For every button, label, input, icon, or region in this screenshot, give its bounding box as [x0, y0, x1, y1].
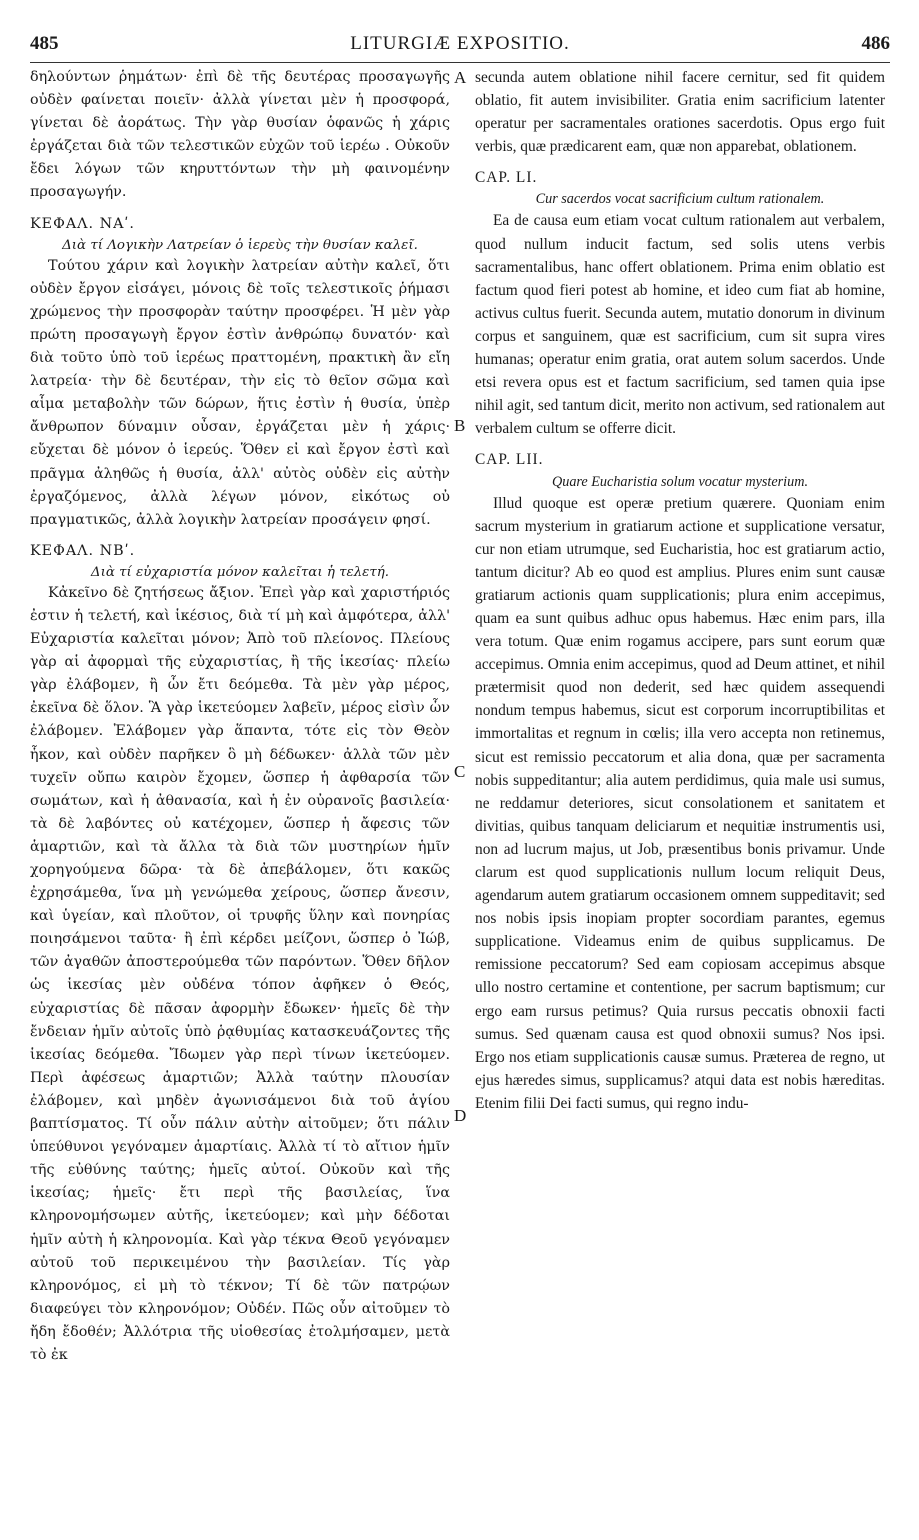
latin-column [475, 66, 885, 1115]
margin-letter-a: A [454, 68, 467, 87]
greek-paragraph-continued: δηλούντων ῥημάτων· ἐπὶ δὲ τῆς δευτέρας προσαγωγῆς οὐδὲν φαίνεται ποιεῖν· ἀλλὰ γίνεται μὲν ἡ προσφορά, γίνεται δὲ ἀοράτως. Τὴν γὰρ θυσίαν ὁφανῶς ἡ χάρις ἐργάζεται διὰ τῶν τελεστικῶν εὐχῶν τοῦ ἱερέω . Οὐκοῦν ἔδει λόγων τῶν κηρυττόντων τὴν μὴ φαινομένην προσαγωγήν. [30, 69, 450, 201]
latin-chapter-52-heading: CAP. LII. [475, 451, 544, 469]
running-title: LITURGIÆ EXPOSITIO. [350, 33, 570, 54]
latin-chapter-51-heading: CAP. LI. [475, 169, 538, 187]
running-header [30, 33, 890, 61]
latin-chapter-52-title: Quare Eucharistia solum vocatur mysterium. [551, 473, 808, 490]
latin-chapter-51-text: Ea de causa eum etiam vocat cultum rationalem aut verbalem, quod nullum inducit factum, sed solis utens verbis sacramentalibus, hanc offert oblationem. Prima enim oblatio est factum quod fieri potest ab homine, et ideo cum fiat ab homine, activus cultus fuerit. Secunda autem, mutatio donorum in divinum corpus et sanguinem, quæ est sacrificium, cum sit supra vires humanas; operatur enim gratia, orat autem solum sacerdos. Unde etsi revera opus est et factum sacrificium, sed tamen quia ipse nihil agit, sed tantum dicit, merito non activum, sed rationalem aut verbalem cultum se offerre dicit. [475, 212, 885, 438]
greek-chapter-52-title: Διὰ τί εὐχαριστία μόνον καλεῖται ἡ τελετή. [90, 564, 390, 580]
greek-chapter-51-heading: ΚΕΦΑΛ. ΝΑʹ. [30, 215, 135, 232]
greek-chapter-51-text: Τούτου χάριν καὶ λογικὴν λατρείαν αὐτὴν καλεῖ, ὅτι οὐδὲν ἔργον εἰσάγει, μόνοις δὲ τοῖς τελεστικοῖς ῥήμασι χρώμενος τὴν προσφορὰν ταύτην προσφέρει. Ἡ μὲν γὰρ πρώτη προσαγωγὴ ἔργον ἐστὶν ἀνθρώπῳ δυνατόν· καὶ διὰ τοῦτο ὑπὸ τοῦ ἱερέως πραττομένη, πρακτικὴ ἂν εἴη λατρεία· τὴν δὲ δευτέραν, τὴν εἰς τὸ θεῖον σῶμα καὶ αἷμα μεταβολὴν τῶν δώρων, ἥτις ἐστὶν ἡ θυσία, ὑπὲρ ἄνθρωπον δύναμιν οὖσαν, ἐργάζεται μὲν ἡ χάρις· εὔχεται δὲ μόνον ὁ ἱερεύς. Ὅθεν εἰ καὶ ἔργον ἐστὶ καὶ πρᾶγμα ἀληθῶς ἡ θυσία, ἀλλ' αὐτὸς οὐδὲν εἰς αὐτὴν ἐργαζόμενος, ἀλλὰ λέγων μόνον, εἰκότως οὐ πραγματικῶς, ἀλλὰ λογικὴν λατρείαν προσάγειν φησί. [30, 257, 450, 528]
latin-chapter-52-text: Illud quoque est operæ pretium quærere. Quoniam enim sacrum mysterium in gratiarum actione et supplicatione versatur, cur non etiam utrumque, sed Eucharistia, hoc est gratiarum actio, tantum dicitur? Ab eo quod est amplius. Plures enim sunt causæ gratiarum actionis quam supplicationis; plura enim accepimus, quam ea sunt quibus adhuc opus habemus. Hæc enim pars, illa vera totum. Quæ enim rogamus accipere, pars sunt eorum quæ accepimus. Omnia enim accepimus, quod ad Deum attinet, et nihil prætermisit quod non dederit, sed hæc quidem assequendi nondum tempus habemus, sicut est corporum incorruptibilitas et immortalitas et regnum in cœlis; illa vero accepta non retinemus, sicut est remissio peccatorum et alia dona, quæ per sacramenta nobis suppeditantur; alia autem perdidimus, quia male usi sumus, ne reddamur deteriores, sicut consolationem et sanitatem et divitias, quibus tanquam deliciarum et nequitiæ instrumentis usi, non ad lucrum majus, ut Job, præsentibus bonis privamur. Unde clarum est quod supplicationis nullum locum reliquit Deus, agendarum autem gratiarum occasionem omnem suppeditavit; sed nos nobis ipsis inopiam propter socordiam parantes, egemus supplicatione. Videamus enim de quibus supplicamus. De remissione peccatorum? Sed eam copiosam accepimus absque ullo nostro certamine et contentione, per sacrum baptismum; cur ergo eam rursus petimus? Quia rursus peccatis obnoxii facti sumus. Sed quænam causa est quod obnoxii sumus? Nos ipsi. Ergo nos etiam supplicationis causæ sumus. Præterea de regno, ut ejus hæredes simus, supplicamus? atqui data est nobis hæreditas. Etenim filii Dei facti sumus, qui regno indu- [475, 494, 885, 1112]
margin-letter-d: D [454, 1106, 467, 1125]
margin-letter-c: C [454, 762, 466, 781]
greek-column [30, 66, 450, 1367]
latin-chapter-51-title: Cur sacerdos vocat sacrificium cultum rationalem. [535, 191, 825, 208]
greek-chapter-51-title: Διὰ τί Λογικὴν Λατρείαν ὁ ἱερεὺς τὴν θυσίαν καλεῖ. [62, 237, 418, 253]
greek-chapter-52-text: Κἀκεῖνο δὲ ζητήσεως ἄξιον. Ἐπεὶ γὰρ καὶ χαριστήριός ἐστιν ἡ τελετή, καὶ ἱκέσιος, διὰ τί μὴ καὶ ἀμφότερα, ἀλλ' Εὐχαριστία καλεῖται μόνον; Ἀπὸ τοῦ πλείονος. Πλείους γὰρ αἱ ἀφορμαὶ τῆς εὐχαριστίας, ἢ τῆς ἱκεσίας· πλείω γὰρ ἐλάβομεν, ἢ ὧν ἔτι δεόμεθα. Τὰ μὲν γὰρ μέρος, ἐκεῖνα δὲ ὅλον. Ἃ γὰρ ἱκετεύομεν λαβεῖν, μέρος εἰσὶν ὧν ἐλάβομεν. Ἐλάβομεν γὰρ ἅπαντα, τότε εἰς τὸν Θεὸν ἧκον, καὶ οὐδὲν παρῆκεν ὃ μὴ δέδωκεν· ἀλλὰ τῶν μὲν τυχεῖν οὔπω καιρὸν ἔχομεν, ὥσπερ ἡ ἀφθαρσία τῶν σωμάτων, καὶ ἡ ἀθανασία, καὶ ἡ ἐν οὐρανοῖς βασιλεία· τὰ δὲ λαβόντες οὐ κατέχομεν, ὥσπερ ἡ ἄφεσις τῶν ἁμαρτιῶν, καὶ τὰ ἄλλα τὰ διὰ τῶν μυστηρίων ἡμῖν χορηγούμενα δῶρα· τὰ δὲ ἀπεβάλομεν, ὅτι κακῶς ἐχρησάμεθα, ἵνα μὴ γενώμεθα χείρους, ὥσπερ ἄνεσιν, καὶ ὑγείαν, καὶ πλοῦτον, οἱ τρυφῆς ὕλην καὶ πονηρίας ποιησάμενοι ταῦτα· ἢ ἐπὶ κέρδει μείζονι, ὥσπερ ὁ Ἰώβ, τῶν ἀγαθῶν ἀποστερούμεθα τῶν παρόντων. Ὅθεν δῆλον ὡς ἱκεσίας μὲν οὐδένα τόπον ἀφῆκεν ὁ Θεός, εὐχαριστίας δὲ πᾶσαν ἀφορμὴν ἔδωκεν· ἡμεῖς δὲ τὴν ἔνδειαν ἡμῖν αὐτοῖς ὑπὸ ῥᾳθυμίας κατασκευάζοντες τῆς ἱκεσίας δεόμεθα. Ἴδωμεν γὰρ περὶ τίνων ἱκετεύομεν. Περὶ ἀφέσεως ἁμαρτιῶν; Ἀλλὰ ταύτην πλουσίαν ἐλάβομεν, καὶ μηδὲν ἀγωνισάμενοι διὰ τοῦ ἁγίου βαπτίσματος. Τί οὖν πάλιν αὐτὴν αἰτοῦμεν; ὅτι πάλιν ὑπεύθυνοι γεγόναμεν ἁμαρτίαις. Ἀλλὰ τί τὸ αἴτιον ἡμῖν τῆς εὐθύνης ταύτης; ἡμεῖς αὐτοί. Οὐκοῦν καὶ τῆς ἱκεσίας; ἡμεῖς· ἔτι περὶ τῆς βασιλείας, ἵνα κληρονομήσωμεν αὐτῆς, ἱκετεύομεν; καὶ μὴν δέδοται ἡμῖν αὐτὴ ἡ κληρονομία. Καὶ γὰρ τέκνα Θεοῦ γεγόναμεν αὐτοῦ τοῦ περικειμένου τὴν βασιλείαν. Τίς γὰρ κληρονόμος, εἰ μὴ τὸ τέκνον; Τί δὲ τῶν πατρῴων διαφεύγει τὸν κληρονόμον; Οὐδέν. Πῶς οὖν αἰτοῦμεν τὸ ἤδη ἔδοθέν; Ἀλλότρια τῆς υἱοθεσίας ἐτολμήσαμεν, μετὰ τὸ ἐκ [30, 584, 450, 1363]
margin-letter-b: B [454, 416, 466, 435]
page-number-left: 485 [30, 33, 59, 54]
greek-chapter-52-heading: ΚΕΦΑΛ. ΝΒʹ. [30, 542, 136, 559]
page-number-right: 486 [861, 33, 890, 54]
latin-paragraph-continued: secunda autem oblatione nihil facere cernitur, sed fit quidem oblatio, fit autem invisibiliter. Gratia enim sacrificium latenter operatur per sacramentales orationes sacerdotis. Opus ergo fuit verbis, quæ prædicarent eam, quæ non apparebat, oblationem. [475, 69, 885, 156]
header-rule [30, 62, 890, 63]
